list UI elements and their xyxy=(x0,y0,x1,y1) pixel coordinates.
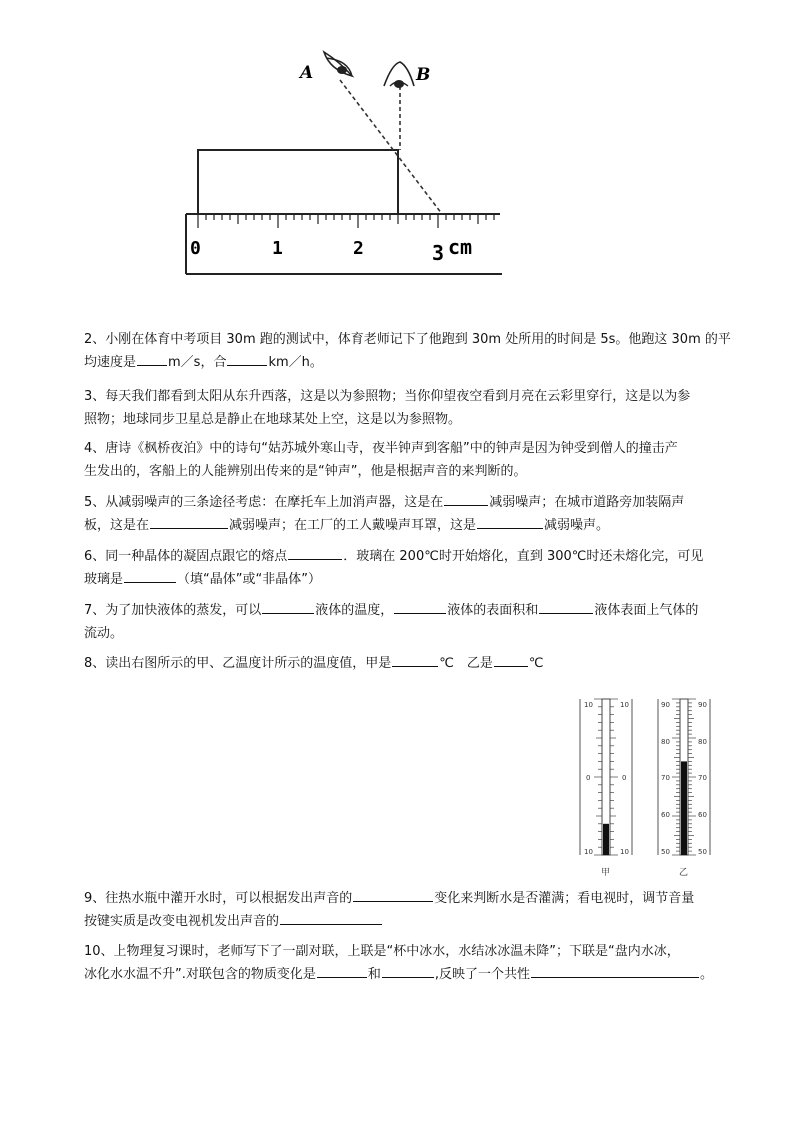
question-3-line-2: 照物；地球同步卫星总是静止在地球某处上空，这是以为参照物。 xyxy=(84,412,462,427)
question-9-line-1: 9、往热水瓶中灌开水时，可以根据发出声音的 变化来判断水是否灌满；看电视时，调节音量 xyxy=(84,887,724,910)
question-5 xyxy=(84,491,724,537)
answer-blank[interactable] xyxy=(477,515,543,529)
question-6 xyxy=(84,545,724,591)
thermometer-yi xyxy=(658,699,710,878)
question-7-line-1: 7、为了加快液体的蒸发，可以 液体的温度， 液体的表面积和 液体表面上气体的 xyxy=(84,599,724,622)
eye-b-icon xyxy=(384,62,414,88)
question-7-line-2: 流动。 xyxy=(84,626,124,641)
eye-a-label: A xyxy=(300,63,314,83)
eye-b-label: B xyxy=(416,65,431,85)
block xyxy=(198,150,398,214)
eye-a-icon xyxy=(324,52,352,76)
answer-blank[interactable] xyxy=(444,492,488,506)
answer-blank[interactable] xyxy=(531,964,699,978)
question-6-line-2: 玻璃是 （填“晶体”或“非晶体”） xyxy=(84,568,724,591)
thermometer-yi-label-70-left: 70 xyxy=(661,774,670,782)
question-7 xyxy=(84,599,724,645)
answer-blank[interactable] xyxy=(317,964,367,978)
question-3 xyxy=(84,385,724,431)
ruler-tick-3: 3 xyxy=(432,241,445,265)
thermometer-jia-label-bottom-left: 10 xyxy=(584,848,593,856)
thermometer-yi-label-90-left: 90 xyxy=(661,701,670,709)
thermometer-jia-label-top-right: 10 xyxy=(620,701,629,709)
question-10-line-2: 冰化水水温不升”.对联包含的物质变化是 和 ,反映了一个共性 。 xyxy=(84,963,724,986)
thermometer-jia-label-top-left: 10 xyxy=(584,701,593,709)
thermometer-yi-label-60-right: 60 xyxy=(698,811,707,819)
ruler-unit: cm xyxy=(448,235,473,259)
question-9 xyxy=(84,887,724,933)
thermometer-yi-label-90-right: 90 xyxy=(698,701,707,709)
ruler-tick-1: 1 xyxy=(272,238,283,259)
ruler-tick-2: 2 xyxy=(353,238,364,259)
thermometer-jia-name: 甲 xyxy=(601,868,611,878)
thermometer-yi-label-80-right: 80 xyxy=(698,738,707,746)
thermometer-figure xyxy=(570,693,730,883)
question-4-line-1: 4、唐诗《枫桥夜泊》中的诗句“姑苏城外寒山寺，夜半钟声到客船”中的钟声是因为钟受到僧人的撞击产 xyxy=(84,441,678,456)
question-2-line-1: 2、小刚在体育中考项目 30m 跑的测试中，体育老师记下了他跑到 30m 处所用的时间是 5s。他跑这 30m 的平 xyxy=(84,332,731,347)
answer-blank[interactable] xyxy=(150,515,228,529)
question-2 xyxy=(84,328,731,374)
answer-blank[interactable] xyxy=(353,888,433,902)
thermometer-yi-label-50-left: 50 xyxy=(661,848,670,856)
question-10 xyxy=(84,940,724,986)
thermometer-jia-label-mid-right: 0 xyxy=(622,774,627,782)
question-3-line-1: 3、每天我们都看到太阳从东升西落，这是以为参照物；当你仰望夜空看到月亮在云彩里穿行，这是以为参 xyxy=(84,389,691,404)
thermometer-jia-liquid xyxy=(603,824,609,855)
thermometer-yi-label-80-left: 80 xyxy=(661,738,670,746)
thermometer-jia-label-mid-left: 0 xyxy=(586,774,591,782)
answer-blank[interactable] xyxy=(227,352,267,366)
question-5-line-1: 5、从减弱噪声的三条途径考虑：在摩托车上加消声器，这是在 减弱噪声；在城市道路旁加装隔声 xyxy=(84,491,724,514)
thermometer-yi-name: 乙 xyxy=(679,868,689,878)
question-6-line-1: 6、同一种晶体的凝固点跟它的熔点 ．玻璃在 200℃时开始熔化，直到 300℃时还未熔化完，可见 xyxy=(84,545,724,568)
thermometer-yi-label-60-left: 60 xyxy=(661,811,670,819)
answer-blank[interactable] xyxy=(124,569,176,583)
thermometer-jia xyxy=(580,699,632,878)
thermometer-yi-label-50-right: 50 xyxy=(698,848,707,856)
question-10-line-1: 10、上物理复习课时，老师写下了一副对联，上联是“杯中冰水，水结冰冰温未降”；下联是“盘内水冰， xyxy=(84,944,680,959)
thermometer-yi-label-70-right: 70 xyxy=(698,774,707,782)
answer-blank[interactable] xyxy=(539,600,593,614)
question-2-line-2: 均速度是 m／s，合 km／h。 xyxy=(84,351,724,374)
question-9-line-2: 按键实质是改变电视机发出声音的 xyxy=(84,910,724,933)
question-8-line-1: 8、读出右图所示的甲、乙温度计所示的温度值，甲是 ℃ 乙是 ℃ xyxy=(84,652,724,675)
answer-blank[interactable] xyxy=(392,653,438,667)
answer-blank[interactable] xyxy=(394,600,446,614)
thermometer-jia-label-bottom-right: 10 xyxy=(620,848,629,856)
question-8 xyxy=(84,652,724,675)
thermometer-yi-liquid xyxy=(681,761,687,855)
answer-blank[interactable] xyxy=(288,546,342,560)
ruler xyxy=(186,214,502,274)
answer-blank[interactable] xyxy=(262,600,314,614)
answer-blank[interactable] xyxy=(494,653,528,667)
ruler-tick-0: 0 xyxy=(190,238,201,259)
answer-blank[interactable] xyxy=(382,964,434,978)
answer-blank[interactable] xyxy=(280,911,382,925)
ruler-figure xyxy=(180,40,510,280)
sight-line-a xyxy=(340,80,442,214)
answer-blank[interactable] xyxy=(137,352,167,366)
question-4-line-2: 生发出的，客船上的人能辨别出传来的是“钟声”，他是根据声音的来判断的。 xyxy=(84,464,527,479)
question-4 xyxy=(84,437,724,483)
question-5-line-2: 板，这是在 减弱噪声；在工厂的工人戴噪声耳罩，这是 减弱噪声。 xyxy=(84,514,724,537)
